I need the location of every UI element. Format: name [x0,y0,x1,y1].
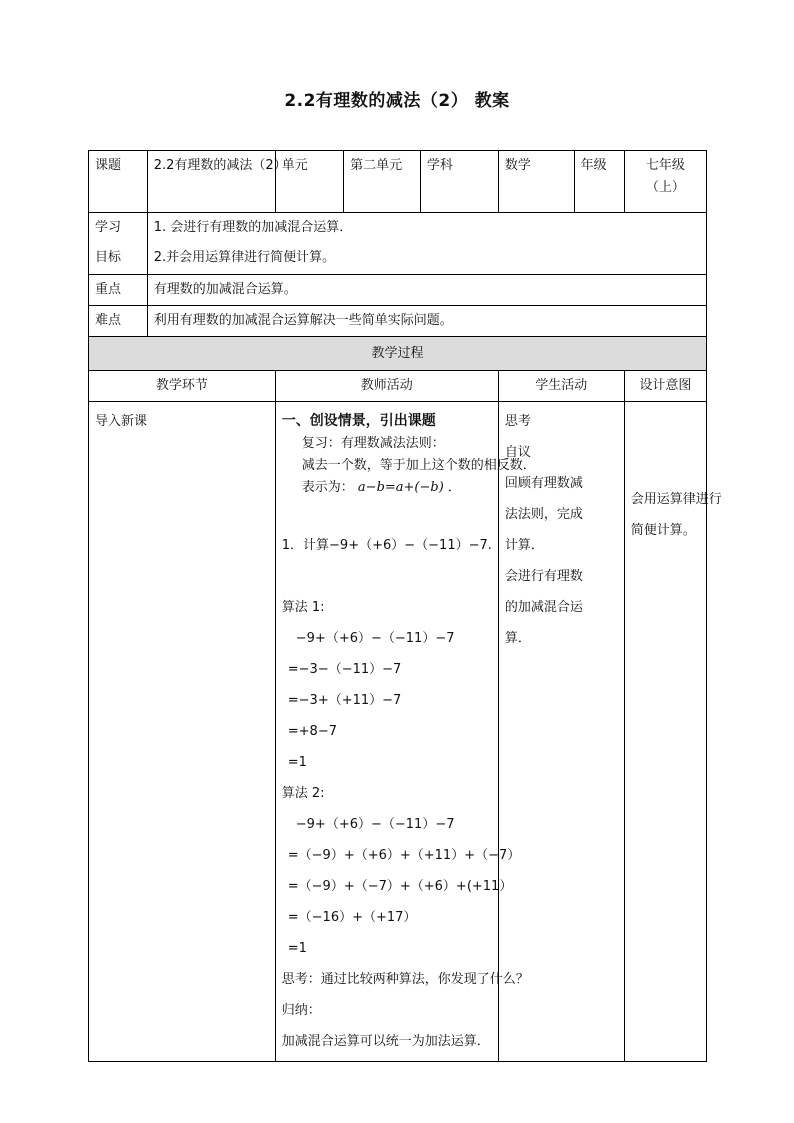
process-header: 教学过程 [89,337,707,371]
difficulty-row [89,306,707,337]
xue-ke-value: 数学 [498,151,574,213]
dan-yuan-value: 第二单元 [344,151,421,213]
student-line-5: 计算． [504,538,544,553]
student-line-4: 法法则，完成 [504,507,583,522]
ke-ti-label: 课题 [89,151,148,213]
goals-label-line1: 学习 [95,220,122,235]
summary-label: 归纳： [281,1003,321,1018]
method-2-line-1: −9+（+6）−（−11）−7 [295,817,455,832]
nian-ji-value-line1: 七年级 [645,158,685,173]
col-intent-header: 设计意图 [624,371,706,402]
method-1-line-5: =1 [287,755,307,770]
intent-line-2: 简便计算。 [630,523,696,538]
goals-row [89,213,707,275]
key-point-value: 有理数的加减混合运算。 [147,275,706,306]
student-activity-cell [498,402,624,1062]
col-student-header: 学生活动 [498,371,624,402]
student-line-1: 思考 [504,414,531,429]
goal-item-1: 1. 会进行有理数的加减混合运算． [153,220,353,235]
col-teacher-header: 教师活动 [275,371,498,402]
method-1-line-2: =−3−（−11）−7 [287,662,402,677]
stage-cell [89,402,276,1062]
header-row [89,151,707,213]
review-formula-math: a−b=a+(−b) [357,480,444,495]
difficulty-label: 难点 [89,306,148,337]
col-stage-header: 教学环节 [89,371,276,402]
summary-text: 加减混合运算可以统一为加法运算． [281,1034,490,1049]
intent-line-1: 会用运算律进行 [630,492,722,507]
stage-label: 导入新课 [95,414,148,429]
method-1-line-4: =+8−7 [287,724,337,739]
dan-yuan-label: 单元 [275,151,343,213]
method-2-line-4: =（−16）+（+17） [287,910,417,925]
review-rule-title: 复习：有理数减法法则： [301,436,445,451]
student-line-2: 自议 [504,445,531,460]
student-line-7: 的加减混合运 [504,600,583,615]
method-2-title: 算法 2: [281,786,325,801]
difficulty-value: 利用有理数的加减混合运算解决一些简单实际问题。 [147,306,706,337]
review-formula-prefix: 表示为： [301,480,354,495]
problem-1: 1．计算−9+（+6）−（−11）−7. [281,538,492,553]
method-1-line-3: =−3+（+11）−7 [287,693,402,708]
xue-ke-label: 学科 [420,151,498,213]
key-point-label: 重点 [89,275,148,306]
method-1-title: 算法 1: [281,600,325,615]
goals-label [89,213,148,275]
goals-content [147,213,706,275]
teacher-heading: 一、创设情景，引出课题 [281,413,436,429]
method-2-line-2: =（−9）+（+6）+（+11）+（−7） [287,848,521,863]
review-formula-suffix: ． [447,480,461,495]
student-line-6: 会进行有理数 [504,569,583,584]
goal-item-2: 2.并会用运算律进行简便计算。 [153,250,336,265]
ke-ti-value: 2.2有理数的减法（2） [147,151,275,213]
review-rule-text: 减去一个数，等于加上这个数的相反数． [301,458,536,473]
process-columns-row [89,371,707,402]
method-1-line-1: −9+（+6）−（−11）−7 [295,631,455,646]
process-content-row [89,402,707,1062]
goals-label-line2: 目标 [95,250,122,265]
page-title: 2.2有理数的减法（2） 教案 [284,91,510,111]
design-intent-cell [624,402,722,1062]
nian-ji-value [624,151,706,213]
nian-ji-label: 年级 [574,151,624,213]
process-header-row [89,337,707,371]
lesson-plan-table [88,150,722,1062]
key-point-row [89,275,707,306]
nian-ji-value-line2: （上） [645,180,685,195]
method-2-line-3: =（−9）+（−7）+（+6）+(+11） [287,879,513,894]
review-formula [282,477,492,499]
method-2-line-5: =1 [287,941,307,956]
student-line-8: 算． [504,631,531,646]
student-line-3: 回顾有理数减 [504,476,583,491]
think-question: 思考：通过比较两种算法，你发现了什么？ [281,972,529,987]
